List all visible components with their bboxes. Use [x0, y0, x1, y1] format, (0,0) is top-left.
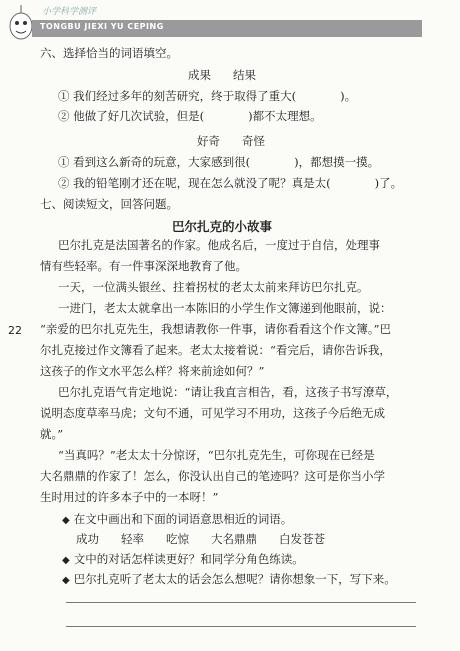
story-line: 生时用过的许多本子中的一本呀！”	[40, 490, 219, 504]
question-6-2-1: ① 看到这么新奇的玩意，大家感到很( )，都想摸一摸。	[58, 155, 380, 169]
question-6-2-2: ② 我的铅笔刚才还在呢，现在怎么就没了呢？真是太( )了。	[58, 176, 403, 190]
story-line: 巴尔扎克是法国著名的作家。他成名后，一度过于自信，处理事	[58, 238, 380, 252]
question-7-3: ◆ 巴尔扎克听了老太太的话会怎么想呢？请你想象一下，写下来。	[62, 572, 396, 586]
question-7-2: ◆ 文中的对话怎样读更好？和同学分角色练读。	[62, 552, 304, 566]
answer-line[interactable]	[66, 626, 416, 627]
brand-name: 小学科学测评	[42, 7, 97, 17]
story-line: 就。”	[40, 427, 64, 441]
story-line: 一进门，老太太就拿出一本陈旧的小学生作文簿递到他眼前，说：	[58, 301, 392, 315]
series-title: TONGBU JIEXI YU CEPING	[40, 22, 164, 31]
story-line: 情有些轻率。有一件事深深地教育了他。	[40, 259, 247, 273]
answer-line[interactable]	[66, 602, 416, 603]
story-line: “亲爱的巴尔扎克先生，我想请教你一件事，请你看看这个作文簿。”巴	[40, 322, 392, 336]
story-line: “当真吗？”老太太十分惊讶，“巴尔扎克先生，可你现在已经是	[58, 448, 375, 462]
story-line: 巴尔扎克语气肯定地说：“请让我直言相告，看，这孩子书写潦草，	[58, 385, 398, 399]
question-6-1-2: ② 他做了好几次试验，但是( )都不太理想。	[58, 109, 322, 123]
diamond-bullet-icon: ◆	[62, 555, 70, 566]
story-line: 说明态度草率马虎；文句不通，可见学习不用功，这孩子今后绝无成	[40, 406, 385, 420]
word-options-2: 好奇 奇怪	[197, 134, 265, 148]
question-6-1-1: ① 我们经过多年的刻苦研究，终于取得了重大( )。	[58, 89, 357, 103]
section-6-heading: 六、选择恰当的词语填空。	[40, 46, 178, 60]
story-line: 大名鼎鼎的作家了！怎么，你没认出自己的笔迹吗？这可是你当小学	[40, 469, 385, 483]
story-title: 巴尔扎克的小故事	[172, 219, 273, 234]
story-line: 这孩子的作文水平怎么样？将来前途如何？”	[40, 364, 265, 378]
diamond-bullet-icon: ◆	[62, 515, 70, 526]
question-7-1: ◆ 在文中画出和下面的词语意思相近的词语。	[62, 512, 293, 526]
q1-word-list: 成功 轻率 吃惊 大名鼎鼎 白发苍苍	[76, 532, 325, 546]
story-line: 尔扎克接过作文簿看了起来。老太太接着说：“看完后，请你告诉我，	[40, 343, 391, 357]
section-7-heading: 七、阅读短文，回答问题。	[40, 197, 178, 211]
page-number: 22	[8, 324, 22, 337]
story-line: 一天，一位满头银丝、拄着拐杖的老太太前来拜访巴尔扎克。	[58, 280, 369, 294]
diamond-bullet-icon: ◆	[62, 575, 70, 586]
word-options-1: 成果 结果	[188, 68, 256, 82]
